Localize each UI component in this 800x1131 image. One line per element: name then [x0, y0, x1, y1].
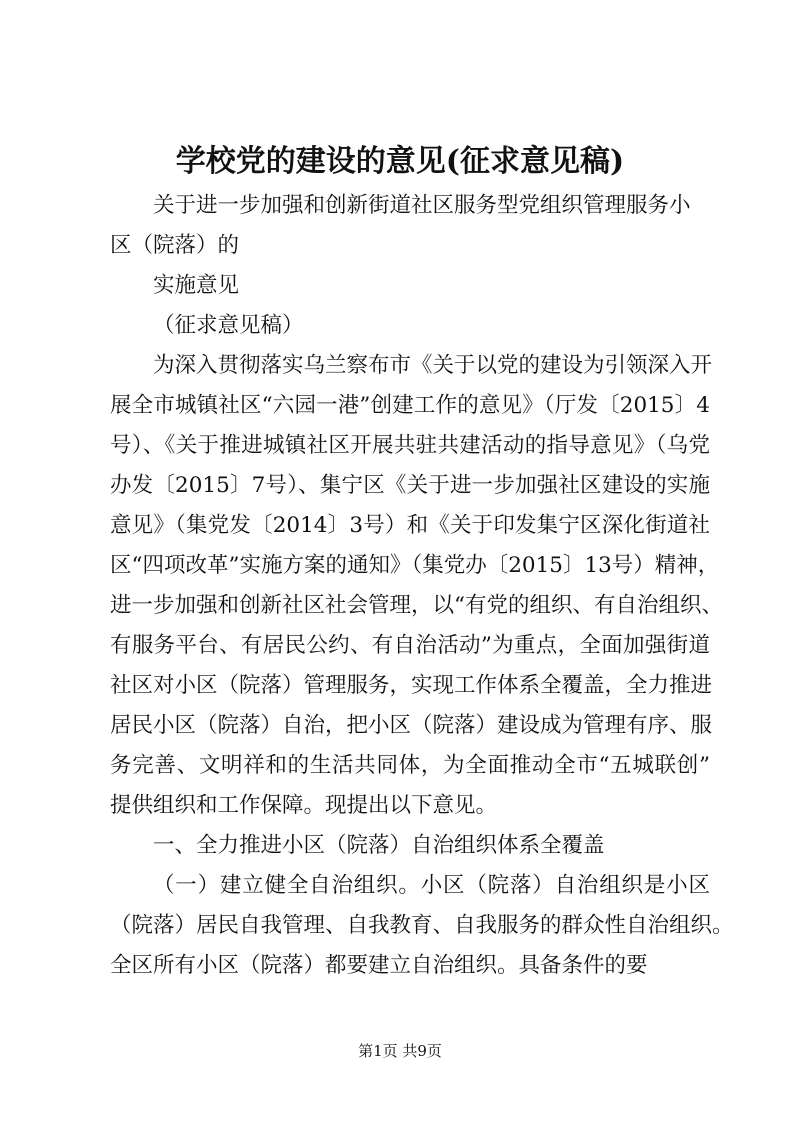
- text-line: 有服务平台、有居民公约、有自治活动”为重点，全面加强街道: [110, 633, 710, 658]
- page-footer: 第1页 共9页: [358, 1042, 442, 1060]
- text-line: （征求意见稿）: [153, 313, 304, 338]
- document-title: 学校党的建设的意见(征求意见稿): [175, 144, 625, 179]
- text-line: 务完善、文明祥和的生活共同体，为全面推动全市“五城联创”: [110, 753, 710, 778]
- text-line: （一）建立健全自治组织。小区（院落）自治组织是小区: [153, 873, 710, 898]
- text-line: 全区所有小区（院落）都要建立自治组织。具备条件的要: [110, 953, 648, 978]
- text-line: 区（院落）的: [110, 233, 240, 258]
- text-line: 提供组织和工作保障。现提出以下意见。: [110, 793, 498, 818]
- text-line: （院落）居民自我管理、自我教育、自我服务的群众性自治组织。: [110, 913, 734, 938]
- text-line: 区“四项改革”实施方案的通知》（集党办〔2015〕13号）精神，: [110, 553, 720, 578]
- text-line: 号）、《关于推进城镇社区开展共驻共建活动的指导意见》（乌党: [110, 433, 710, 458]
- text-line: 办发〔2015〕7号）、集宁区《关于进一步加强社区建设的实施: [110, 473, 710, 498]
- text-line: 居民小区（院落）自治，把小区（院落）建设成为管理有序、服: [110, 713, 713, 738]
- text-line: 展全市城镇社区“六园一港”创建工作的意见》（厅发〔2015〕4: [110, 393, 710, 418]
- text-line: 关于进一步加强和创新街道社区服务型党组织管理服务小: [153, 193, 691, 218]
- text-line: 意见》（集党发〔2014〕3号）和《关于印发集宁区深化街道社: [110, 513, 710, 538]
- text-line: 社区对小区（院落）管理服务，实现工作体系全覆盖，全力推进: [110, 673, 713, 698]
- text-line: 实施意见: [153, 273, 240, 298]
- text-line: 为深入贯彻落实乌兰察布市《关于以党的建设为引领深入开: [153, 353, 713, 378]
- document-body: [110, 186, 734, 986]
- section-heading: 一、全力推进小区（院落）自治组织体系全覆盖: [153, 833, 605, 858]
- text-line: 进一步加强和创新社区社会管理，以“有党的组织、有自治组织、: [110, 593, 723, 618]
